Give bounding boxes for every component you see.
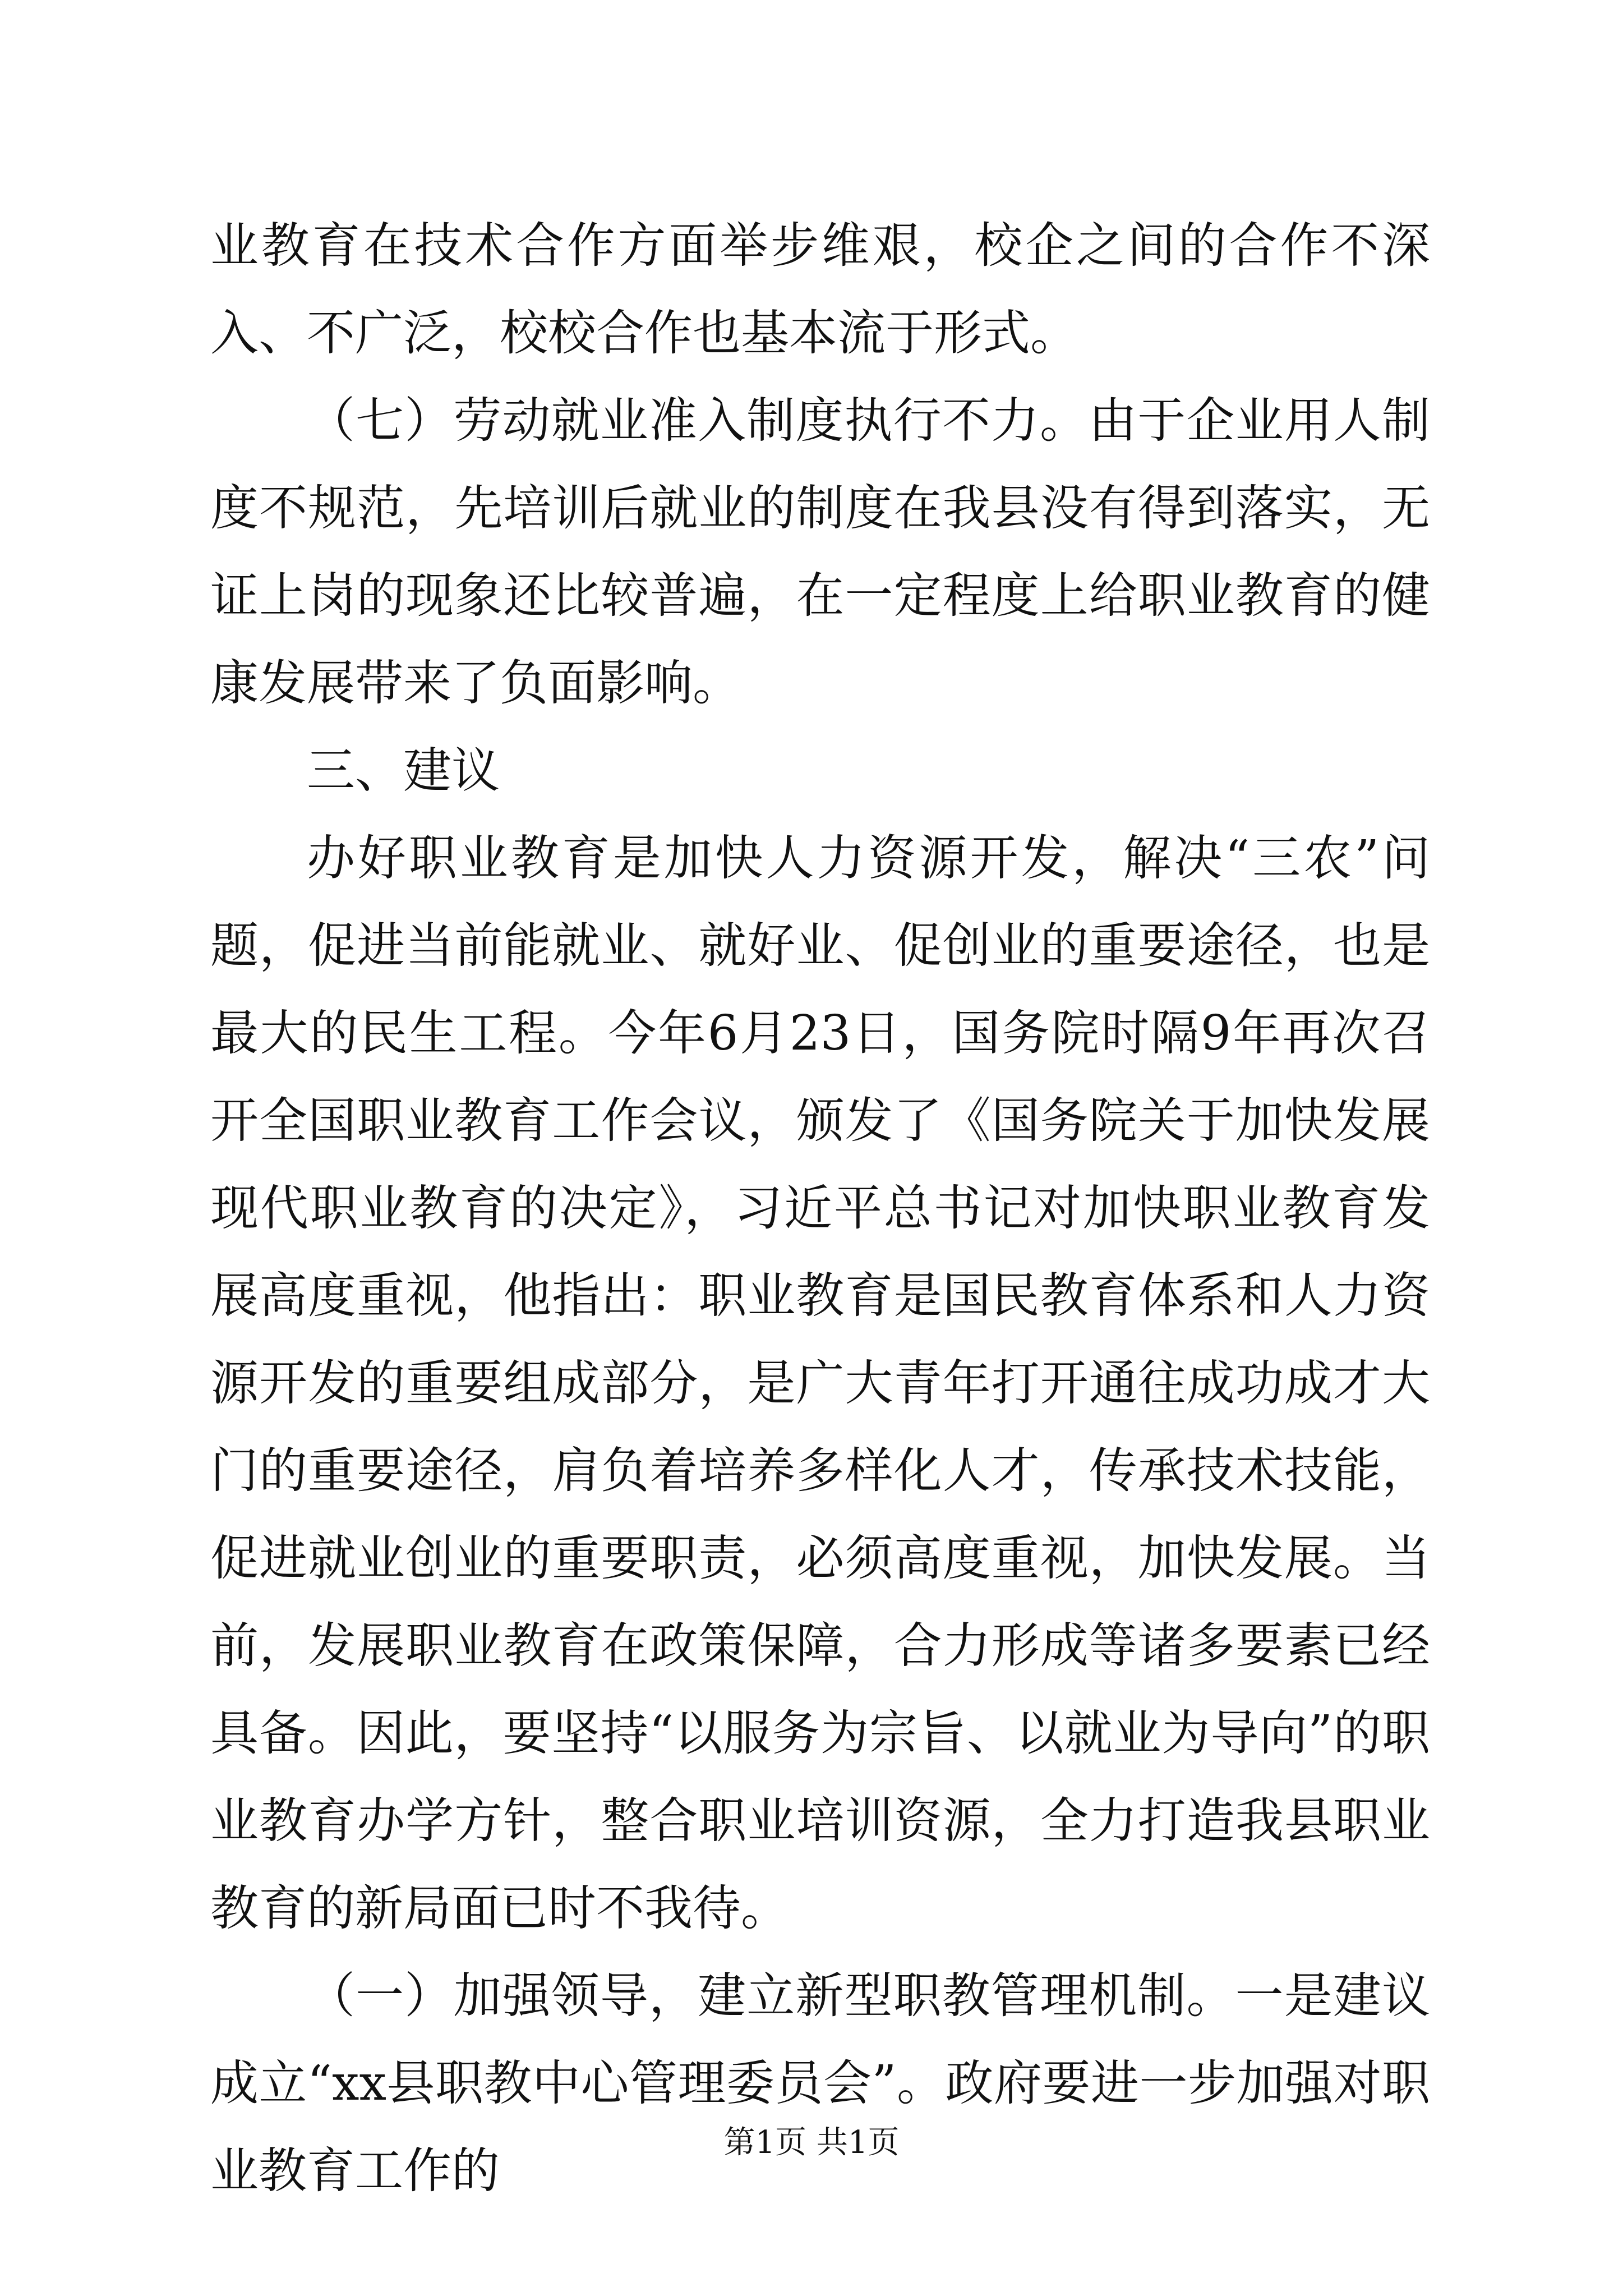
document-body bbox=[210, 202, 1430, 2215]
paragraph-item-seven: （七）劳动就业准入制度执行不力。由于企业用人制度不规范，先培训后就业的制度在我县没有得到落实，无证上岗的现象还比较普遍，在一定程度上给职业教育的健康发展带来了负面影响。 bbox=[210, 393, 1430, 711]
paragraph-item-one: （一）加强领导，建立新型职教管理机制。一是建议成立“xx县职教中心管理委员会”。政府要进一步加强对职业教育工作的 bbox=[210, 1968, 1430, 2199]
paragraph-vocational-education: 办好职业教育是加快人力资源开发，解决“三农”问题，促进当前能就业、就好业、促创业的重要途径，也是最大的民生工程。今年6月23日，国务院时隔9年再次召开全国职业教育工作会议，颁发了《国务院关于加快发展现代职业教育的决定》，习近平总书记对加快职业教育发展高度重视，他指出：职业教育是国民教育体系和人力资源开发的重要组成部分，是广大青年打开通往成功成才大门的重要途径，肩负着培养多样化人才，传承技术技能，促进就业创业的重要职责，必须高度重视，加快发展。当前，发展职业教育在政策保障，合力形成等诸多要素已经具备。因此，要坚持“以服务为宗旨、以就业为导向”的职业教育办学方针，整合职业培训资源，全力打造我县职业教育的新局面已时不我待。 bbox=[210, 830, 1430, 1936]
section-heading-suggestions: 三、建议 bbox=[307, 743, 500, 799]
page-footer: 第1页 共1页 bbox=[723, 2124, 900, 2161]
paragraph-continuation: 业教育在技术合作方面举步维艰，校企之间的合作不深入、不广泛，校校合作也基本流于形式。 bbox=[210, 218, 1430, 361]
